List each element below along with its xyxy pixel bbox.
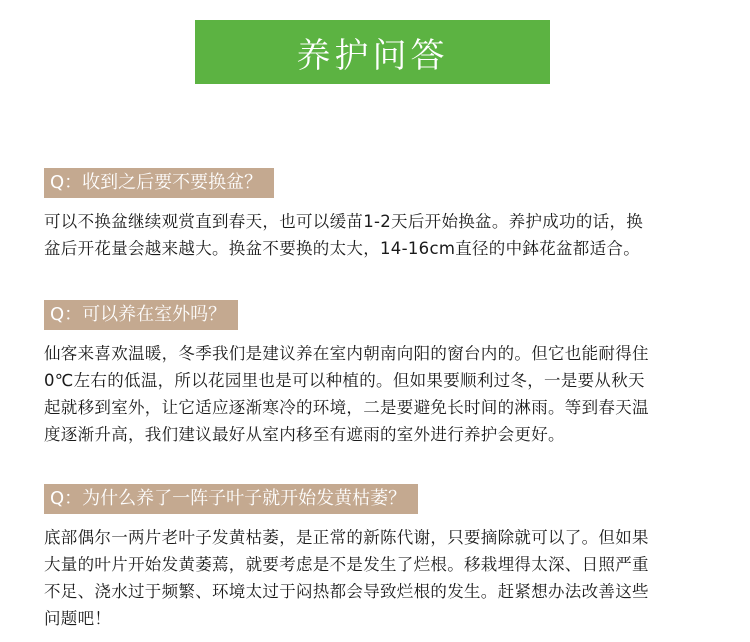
answer-line: 大量的叶片开始发黄萎蔫，就要考虑是不是发生了烂根。移栽埋得太深、日照严重 — [44, 555, 649, 574]
title-banner — [195, 20, 550, 84]
question-label: Q：为什么养了一阵子叶子就开始发黄枯萎？ — [44, 484, 418, 514]
answer-line: 度逐渐升高，我们建议最好从室内移至有遮雨的室外进行养护会更好。 — [44, 425, 565, 444]
question-label: Q：可以养在室外吗？ — [44, 300, 238, 330]
answer-line: 底部偶尔一两片老叶子发黄枯萎，是正常的新陈代谢，只要摘除就可以了。但如果 — [44, 528, 649, 547]
answer-line: 0℃左右的低温，所以花园里也是可以种植的。但如果要顺利过冬，一是要从秋天 — [44, 371, 645, 390]
qa-section-2 — [44, 300, 724, 448]
page-title: 养护问答 — [296, 35, 449, 76]
answer-text — [44, 340, 724, 448]
answer-text — [44, 208, 724, 262]
answer-line: 问题吧！ — [44, 609, 112, 628]
answer-line: 盆后开花量会越来越大。换盆不要换的太大，14-16cm直径的中鉢花盆都适合。 — [44, 239, 640, 258]
qa-section-1 — [44, 168, 724, 262]
question-label: Q：收到之后要不要换盆？ — [44, 168, 274, 198]
answer-text — [44, 524, 724, 632]
answer-line: 不足、浇水过于频繁、环境太过于闷热都会导致烂根的发生。赶紧想办法改善这些 — [44, 582, 649, 601]
answer-line: 可以不换盆继续观赏直到春天，也可以缓苗1-2天后开始换盆。养护成功的话，换 — [44, 212, 644, 231]
answer-line: 仙客来喜欢温暖，冬季我们是建议养在室内朝南向阳的窗台内的。但它也能耐得住 — [44, 344, 649, 363]
answer-line: 起就移到室外，让它适应逐渐寒冷的环境，二是要避免长时间的淋雨。等到春天温 — [44, 398, 649, 417]
qa-section-3 — [44, 484, 724, 632]
